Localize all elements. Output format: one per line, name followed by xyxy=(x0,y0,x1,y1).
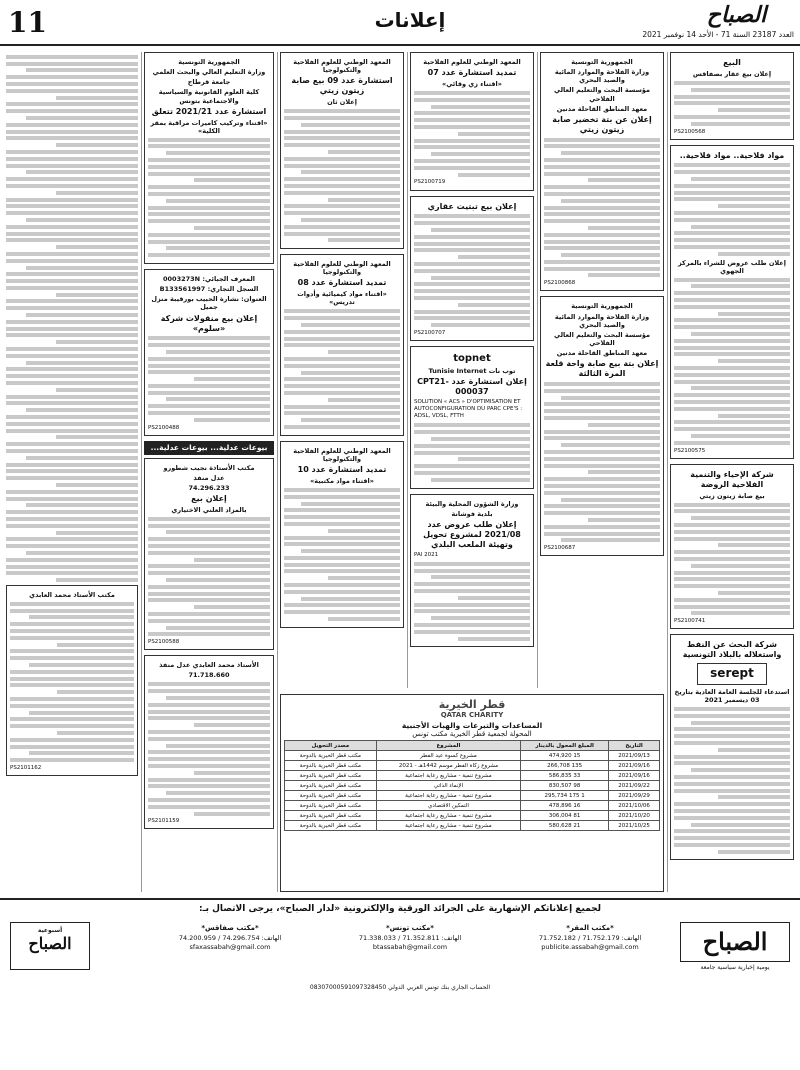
ad-title: تمديد استشارة عدد 07 xyxy=(427,68,517,78)
ad-bailiff-sale-3 xyxy=(6,585,138,776)
ad-tax-id: المعرف الجبائي: 0003273N xyxy=(163,275,255,284)
topnet-logo: topnet xyxy=(453,353,491,365)
table-row xyxy=(285,781,660,791)
column-2 xyxy=(540,52,664,688)
ad-body xyxy=(674,163,790,255)
ad-title: تمديد استشارة عدد 10 xyxy=(297,465,387,474)
footer-logo-sub: يومية إخبارية سياسية جامعة xyxy=(700,964,770,971)
ad-republic: الجمهورية التونسية xyxy=(178,58,240,66)
table-cell: مكتب قطر الخيرية بالدوحة xyxy=(285,801,377,811)
ad-bailiff-sale-2 xyxy=(144,655,274,829)
ad-ref: PAI 2021 xyxy=(414,551,439,558)
qatar-charity-ad xyxy=(280,694,664,892)
column-header: المبلغ المحول بالدينار xyxy=(521,741,609,751)
table-row xyxy=(285,761,660,771)
ad-subtitle: «اقتناء مواد مكتبية» xyxy=(310,477,374,485)
table-cell: مشروع زكاة الفطر موسم 1442هـ - 2021 xyxy=(376,761,520,771)
ad-ref: PS2100488 xyxy=(148,424,180,431)
table-cell: 2021/10/06 xyxy=(609,801,660,811)
ad-school: معهد المناطق القاحلة مدنين xyxy=(556,349,648,358)
column-divider xyxy=(407,52,408,688)
ad-ministry: وزارة الفلاحة والموارد المائية والصيد البحري xyxy=(554,68,650,85)
ad-title: إعلان طلب عروض عدد 2021/08 لمشروع تحويل وتهيئة الملعب البلدي xyxy=(423,519,521,549)
column-4 xyxy=(280,52,404,688)
office-headquarters xyxy=(520,924,660,952)
ad-subtitle: «اقتناء زي وقائي» xyxy=(442,80,502,89)
ad-bailiff: مكتب الأستاذ محمد العابدي xyxy=(29,590,115,599)
ad-body xyxy=(544,138,660,278)
ad-body xyxy=(148,517,270,637)
page-header xyxy=(0,0,800,46)
office-title: *مكتب المقر* xyxy=(566,924,614,932)
ad-serept xyxy=(670,634,794,860)
ad-title: شركة الإحياء والتنمية الفلاحية الروضة xyxy=(690,469,774,489)
ad-title: تمديد استشارة عدد 08 xyxy=(297,278,387,288)
ad-ref: PS2100575 xyxy=(674,447,706,454)
ad-body xyxy=(674,81,790,126)
ad-subtitle: «اقتناء مواد كيميائية وأدوات تدريس» xyxy=(297,290,387,307)
ad-faculty: كلية العلوم القانونية والسياسية والاجتماعية بتونس xyxy=(158,88,260,105)
table-row xyxy=(285,801,660,811)
ad-subtitle: استدعاء للجلسة العامة العادية بتاريخ 03 ديسمبر 2021 xyxy=(674,687,790,705)
ad-institution: المعهد الوطني للعلوم الفلاحية xyxy=(423,58,521,66)
weekly-logo-sub: أسبوعية xyxy=(37,927,63,934)
table-cell: مكتب قطر الخيرية بالدوحة xyxy=(285,761,377,771)
ad-institution: المعهد الوطني للعلوم الفلاحية والتكنولوجيا xyxy=(293,260,391,277)
ad-body xyxy=(148,336,270,422)
ad-subtitle: بيع صابة زيتون زيتي xyxy=(699,491,765,500)
column-header: المشروع xyxy=(376,741,520,751)
ad-address: العنوان: نشارة الحبيب بورقيبة منزل جميل xyxy=(151,295,267,312)
table-cell: 15 474,920 xyxy=(521,751,609,761)
column-divider xyxy=(537,52,538,688)
table-cell: مشروع تنمية - مشاريع رعاية اجتماعية xyxy=(376,771,520,781)
ad-body xyxy=(674,503,790,616)
newspaper-logo: الصباح xyxy=(706,2,767,28)
ad-republic: الجمهورية التونسية xyxy=(571,58,633,66)
table-row xyxy=(285,751,660,761)
column-header: مصدر التحويل xyxy=(285,741,377,751)
column-body xyxy=(6,55,138,582)
ad-body xyxy=(414,91,530,177)
column-5 xyxy=(144,52,274,892)
ad-republic: الجمهورية التونسية xyxy=(571,302,633,311)
table-cell: 2021/09/16 xyxy=(609,761,660,771)
table-header-row xyxy=(285,741,660,751)
table-cell: مشروع تنمية - مشاريع رعاية اجتماعية xyxy=(376,821,520,831)
table-cell: مكتب قطر الخيرية بالدوحة xyxy=(285,751,377,761)
ad-body xyxy=(284,109,400,242)
ad-ref: PS2100687 xyxy=(544,545,576,552)
ad-ref: PS2101162 xyxy=(10,765,42,771)
office-tunis xyxy=(340,924,480,952)
footer-bank-line: الحساب الجاري بنك تونس العربي الدولي 08307000591097328450 xyxy=(309,984,491,991)
table-cell: 1 175 295,734 xyxy=(521,791,609,801)
ad-ministry: وزارة التعليم العالي والبحث العلمي xyxy=(152,68,266,77)
column-1 xyxy=(670,52,794,892)
table-cell: مشروع تنمية - مشاريع رعاية اجتماعية xyxy=(376,791,520,801)
table-cell: 2021/09/13 xyxy=(609,751,660,761)
topnet-sub: توب نات Tunisie Internet xyxy=(428,367,516,376)
office-phone: الهاتف: 71.352.811 / 71.338.033 xyxy=(358,933,462,942)
ad-title: إعلان عن بتة تخضير صابة زيتون زيتي xyxy=(552,114,652,134)
page-number: 11 xyxy=(8,6,47,39)
table-cell: 21 580,628 xyxy=(521,821,609,831)
table-cell: التمكين الاقتصادي xyxy=(376,801,520,811)
table-cell: 98 830,507 xyxy=(521,781,609,791)
serept-logo: serept xyxy=(697,663,767,685)
table-row xyxy=(285,771,660,781)
ad-ref: PS2101159 xyxy=(148,818,180,825)
ad-institution: المعهد الوطني للعلوم الفلاحية والتكنولوجيا xyxy=(293,446,391,463)
office-phone: الهاتف: 74.296.754 / 74.200.959 xyxy=(178,933,282,942)
table-cell: 81 306,004 xyxy=(521,811,609,821)
ad-body xyxy=(414,562,530,641)
table-cell: مشروع كسوة عيد الفطر xyxy=(376,751,520,761)
issue-line: العدد 23187 السنة 71 - الأحد 14 نوفمبر 2021 xyxy=(642,30,794,39)
qatar-charity-logo-en: QATAR CHARITY xyxy=(440,711,504,719)
ad-institution: المعهد الوطني للعلوم الفلاحية والتكنولوجيا xyxy=(293,58,391,75)
ad-company-goods-sale xyxy=(144,269,274,436)
ad-chemicals-08 xyxy=(280,254,404,436)
ad-body xyxy=(674,707,790,854)
office-title: *مكتب صفاقس* xyxy=(201,924,259,932)
table-row xyxy=(285,791,660,801)
ad-body xyxy=(10,602,134,762)
ad-bailiff-role: عدل منفذ xyxy=(193,473,225,482)
weekly-logo-text: الصباح xyxy=(28,934,72,953)
ad-property-sale xyxy=(670,52,794,140)
table-cell: 2021/10/20 xyxy=(609,811,660,821)
ad-title: إعلان بيع xyxy=(191,493,227,503)
ad-stationery-10 xyxy=(280,441,404,628)
ad-body xyxy=(674,278,790,445)
ad-agri-supplies xyxy=(670,145,794,459)
table-cell: مكتب قطر الخيرية بالدوحة xyxy=(285,811,377,821)
ad-title: شركة البحث عن النفط واستغلاله بالبلاد التونسية xyxy=(682,640,782,660)
ad-body xyxy=(284,488,400,621)
table-cell: 33 586,835 xyxy=(521,771,609,781)
table-cell: مكتب قطر الخيرية بالدوحة xyxy=(285,821,377,831)
column-6 xyxy=(6,52,138,892)
ad-title: إعلان بيع تبتيت عقاري xyxy=(427,201,517,211)
office-phone: الهاتف: 71.752.179 / 71.752.182 xyxy=(538,933,642,942)
ad-subtitle: بالمزاد العلني الاختياري xyxy=(171,505,247,514)
ad-product: SOLUTION « ACS » D'OPTIMISATION ET AUTOCONFIGURATION DU PARC CPE'S : ADSL, VDSL, FTTH xyxy=(414,399,523,420)
table-cell: 2021/09/22 xyxy=(609,781,660,791)
ad-topnet xyxy=(410,346,534,489)
ad-ref: PS2100719 xyxy=(414,179,446,186)
qatar-charity-table xyxy=(284,740,660,831)
office-email: publicite.assabah@gmail.com xyxy=(541,942,639,951)
ad-institution: مؤسسة البحث والتعليم العالي الفلاحي xyxy=(554,330,650,347)
table-cell: 2021/09/29 xyxy=(609,791,660,801)
ad-ref: PS2100588 xyxy=(148,639,180,646)
ad-body xyxy=(148,682,270,815)
table-cell: الإنماء الذاتي xyxy=(376,781,520,791)
ad-body xyxy=(414,214,530,327)
ad-register: السجل التجاري: B133561997 xyxy=(159,285,259,294)
column-divider xyxy=(277,52,278,892)
ad-ministry: وزارة الشؤون المحلية والبيئة xyxy=(425,499,519,508)
ad-body xyxy=(284,309,400,429)
office-title: *مكتب تونس* xyxy=(386,924,434,932)
ad-olive-harvest-bid xyxy=(540,52,664,291)
ad-bailiff-tel: 71.718.660 xyxy=(188,671,230,680)
table-cell: مكتب قطر الخيرية بالدوحة xyxy=(285,791,377,801)
ad-institution: مؤسسة البحث والتعليم العالي الفلاحي xyxy=(554,86,650,103)
ad-protective-gear xyxy=(410,52,534,191)
ad-bailiff-sale-1 xyxy=(144,458,274,651)
ad-title: استشارة عدد 09 بيع صابة زيتون زيتي xyxy=(291,76,393,96)
table-cell: 135 266,708 xyxy=(521,761,609,771)
ad-cameras-faculty xyxy=(144,52,274,264)
ad-bailiff: مكتب الأستاذة نجيب شطورو xyxy=(163,463,255,472)
ad-title: إعلان استشارة عدد CPT21-000037 xyxy=(417,377,527,397)
table-cell: 2021/09/16 xyxy=(609,771,660,781)
column-header: التاريخ xyxy=(609,741,660,751)
table-cell: مشروع تنمية - مشاريع رعاية اجتماعية xyxy=(376,811,520,821)
ad-university: جامعة قرطاج xyxy=(187,78,231,87)
office-email: sfaxassabah@gmail.com xyxy=(189,942,271,951)
table-row xyxy=(285,811,660,821)
table-cell: مكتب قطر الخيرية بالدوحة xyxy=(285,771,377,781)
qatar-charity-title: المساعدات والتبرعات والهبات الأجنبية xyxy=(401,721,543,730)
judicial-sales-header: بيوعات عدلية... بيوعات عدلية... xyxy=(144,441,274,455)
page-footer xyxy=(0,898,800,1070)
ad-olive-sale-09 xyxy=(280,52,404,249)
ad-subtitle: إعلان ثان xyxy=(327,98,357,107)
ad-bailiff-tel: 74.296.233 xyxy=(188,483,230,492)
column-3 xyxy=(410,52,534,688)
office-email: btassabah@gmail.com xyxy=(372,942,448,951)
ad-ref: PS2100868 xyxy=(544,280,576,287)
ad-body xyxy=(148,138,270,258)
qatar-charity-subtitle: المحولة لجمعية قطر الخيرية مكتب تونس xyxy=(412,730,532,738)
ad-title: إعلان بيع عقار بصفاقس xyxy=(692,70,772,78)
table-cell: 16 478,896 xyxy=(521,801,609,811)
ad-heading: البيع xyxy=(723,58,741,67)
ad-subtitle: «اقتناء وتركيب كاميرات مراقبة بمقر الكلية» xyxy=(150,118,268,135)
ad-title: استشارة عدد 2021/21 تتعلق xyxy=(151,106,267,116)
ad-subtitle: إعلان طلب عروض للشراء بالمركز الجهوي xyxy=(678,258,786,275)
table-cell: مكتب قطر الخيرية بالدوحة xyxy=(285,781,377,791)
footer-logo: الصباح xyxy=(680,922,790,962)
weekly-logo xyxy=(10,922,90,970)
column-divider xyxy=(141,52,142,892)
ad-oasis-harvest-bid xyxy=(540,296,664,556)
ad-property-auction xyxy=(410,196,534,341)
ad-ref: PS2100741 xyxy=(674,618,706,625)
ad-title: مواد فلاحية.. مواد فلاحية.. xyxy=(679,150,785,160)
ad-municipality-name: بلدية فوشانة xyxy=(451,509,493,518)
qatar-charity-logo: قطر الخيرية xyxy=(438,698,506,711)
ad-title: إعلان بتة بيع صابة واحة قلعة المرة الثالثة xyxy=(545,359,659,379)
section-title: إعلانات xyxy=(374,8,446,32)
office-sfax xyxy=(160,924,300,952)
ad-title: إعلان بيع منقولات شركة «سلوم» xyxy=(160,313,258,333)
ad-school: معهد المناطق القاحلة مدنين xyxy=(556,104,648,113)
ad-ref: PS2100568 xyxy=(674,128,706,135)
table-row xyxy=(285,821,660,831)
column-divider xyxy=(667,52,668,892)
ad-body xyxy=(544,382,660,542)
ad-body xyxy=(414,423,530,481)
ad-municipality xyxy=(410,494,534,648)
ad-bailiff: الأستاذ محمد العابدي عدل منفذ xyxy=(159,661,259,670)
ad-olive-harvest-sale xyxy=(670,464,794,630)
table-cell: 2021/10/25 xyxy=(609,821,660,831)
footer-banner: لجميع إعلاناتكم الإشهارية على الجرائد الورقية والإلكترونية «لدار الصباح»، يرجى الاتصال بـ: xyxy=(198,904,602,914)
ad-ministry: وزارة الفلاحة والموارد المائية والصيد البحري xyxy=(554,312,650,329)
ad-ref: PS2100707 xyxy=(414,329,446,336)
